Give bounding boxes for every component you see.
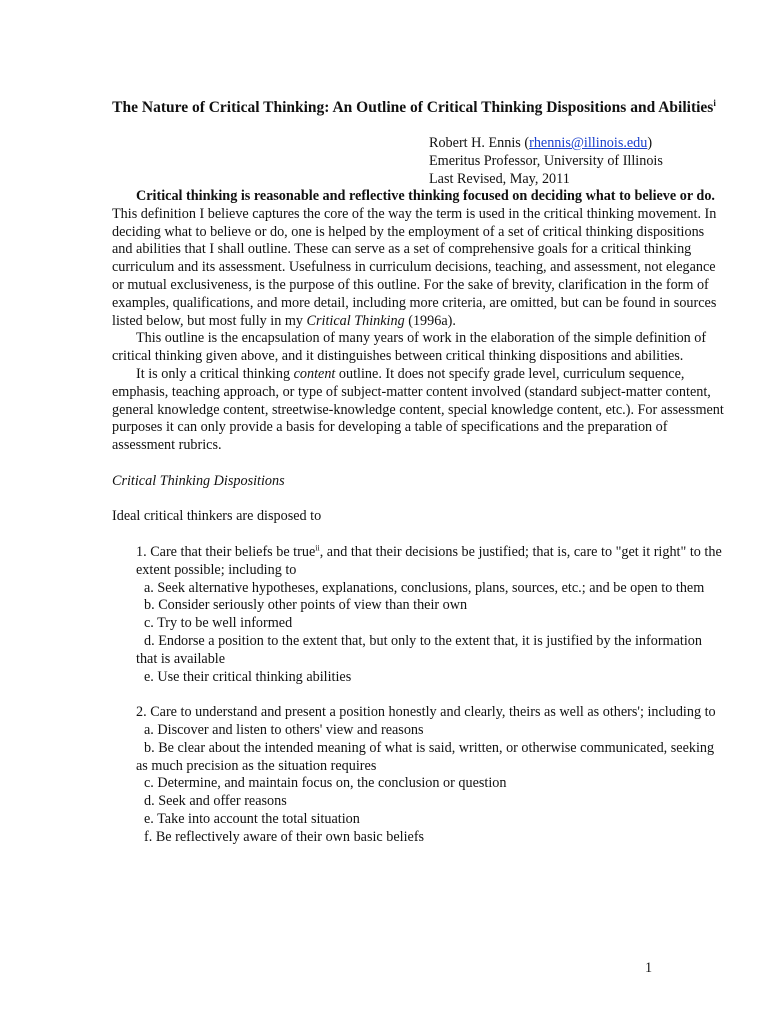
spacer bbox=[112, 491, 724, 509]
list-subitem bbox=[112, 580, 724, 598]
content-outline-start: It is only a critical thinking bbox=[136, 365, 294, 382]
author-name: Robert H. Ennis ( bbox=[429, 135, 530, 151]
title-footnote-marker[interactable]: i bbox=[713, 98, 716, 108]
book-title-italic: Critical Thinking bbox=[306, 312, 405, 329]
subitem-text: d. Seek and offer reasons bbox=[144, 793, 287, 810]
subitem-text: e. Use their critical thinking abilities bbox=[144, 668, 352, 685]
author-email-link[interactable]: rhennis@illinois.edu bbox=[529, 135, 648, 151]
item1-sublist bbox=[112, 580, 724, 687]
author-role: Emeritus Professor, University of Illinois bbox=[429, 153, 663, 169]
subitem-text: a. Discover and listen to others' view and reasons bbox=[144, 721, 424, 738]
list-subitem bbox=[112, 615, 724, 633]
list-subitem bbox=[112, 633, 724, 669]
list-subitem bbox=[112, 722, 724, 740]
list-item-2: 2. Care to understand and present a position honestly and clearly, theirs as well as others'; including to bbox=[136, 704, 716, 721]
list-subitem bbox=[112, 669, 724, 687]
dispositions-intro: Ideal critical thinkers are disposed to bbox=[112, 508, 322, 525]
author-line bbox=[429, 134, 663, 152]
paragraph-encapsulation: This outline is the encapsulation of many years of work in the elaboration of the simple definition of critical thinking given above, and it distinguishes between critical thinking dispositions and abilities. bbox=[112, 330, 707, 365]
content-outline-rest: outline. It does not specify grade level, curriculum sequence, emphasis, teaching approach, or type of subject-matter content involved (standard subject-matter content, general knowledge content, streetwise-knowledge content, special knowledge content, etc.). For assessment purposes it can only provide a basis for developing a table of specifications and the preparation of assessment rubrics. bbox=[112, 365, 724, 454]
paragraph-content-outline bbox=[112, 366, 724, 455]
subitem-text: d. Endorse a position to the extent that, but only to the extent that, it is justified by the information that is available bbox=[136, 632, 702, 667]
title-text: The Nature of Critical Thinking: An Outline of Critical Thinking Dispositions and Abilities bbox=[112, 99, 714, 117]
definition-text: This definition I believe captures the core of the way the term is used in the critical thinking movement. In deciding what to believe or do, one is helped by the employment of a set of critical thinking dispositions and abilities that I shall outline. These can serve as a set of comprehensive goals for a critical thinking curriculum and its assessment. Usefulness in curriculum decisions, teaching, and assessment, not elegance or mutual exclusiveness, is the purpose of this outline. For the sake of brevity, clarification in the form of examples, qualifications, and more detail, including more criteria, are omitted, but can be found in sources listed below, but most fully in my bbox=[112, 205, 717, 329]
list-item-1 bbox=[112, 544, 724, 580]
paragraph-definition bbox=[112, 188, 724, 330]
subitem-text: e. Take into account the total situation bbox=[144, 810, 360, 827]
document-title bbox=[100, 94, 728, 117]
list-subitem bbox=[112, 740, 724, 776]
footnote-marker-ii[interactable]: ii bbox=[315, 543, 320, 553]
spacer bbox=[112, 526, 724, 544]
author-close-paren: ) bbox=[647, 135, 653, 151]
spacer bbox=[112, 455, 724, 473]
list-subitem bbox=[112, 829, 724, 847]
list-subitem bbox=[112, 597, 724, 615]
subitem-text: c. Try to be well informed bbox=[144, 615, 293, 632]
spacer bbox=[112, 686, 724, 704]
section-heading: Critical Thinking Dispositions bbox=[112, 472, 285, 489]
author-block bbox=[429, 134, 663, 188]
list-subitem bbox=[112, 775, 724, 793]
page-number: 1 bbox=[645, 960, 653, 976]
list-subitem bbox=[112, 793, 724, 811]
subitem-text: b. Consider seriously other points of view than their own bbox=[144, 597, 468, 614]
content-italic: content bbox=[293, 365, 336, 382]
item1-rest: , and that their decisions be justified; that is, care to "get it right" to the extent possible; including to bbox=[136, 543, 722, 578]
definition-end: (1996a). bbox=[404, 312, 456, 329]
item2-sublist bbox=[112, 722, 724, 847]
item1-start: 1. Care that their beliefs be true bbox=[136, 543, 316, 560]
document-body bbox=[112, 188, 724, 846]
list-subitem bbox=[112, 811, 724, 829]
revision-date: Last Revised, May, 2011 bbox=[429, 171, 570, 187]
definition-bold: Critical thinking is reasonable and reflective thinking focused on deciding what to believe or do. bbox=[136, 188, 715, 204]
subitem-text: c. Determine, and maintain focus on, the conclusion or question bbox=[144, 775, 507, 792]
subitem-text: f. Be reflectively aware of their own basic beliefs bbox=[144, 828, 425, 845]
subitem-text: b. Be clear about the intended meaning of what is said, written, or otherwise communicated, seeking as much precision as the situation requires bbox=[136, 739, 715, 774]
subitem-text: a. Seek alternative hypotheses, explanations, conclusions, plans, sources, etc.; and be open to them bbox=[144, 579, 705, 596]
